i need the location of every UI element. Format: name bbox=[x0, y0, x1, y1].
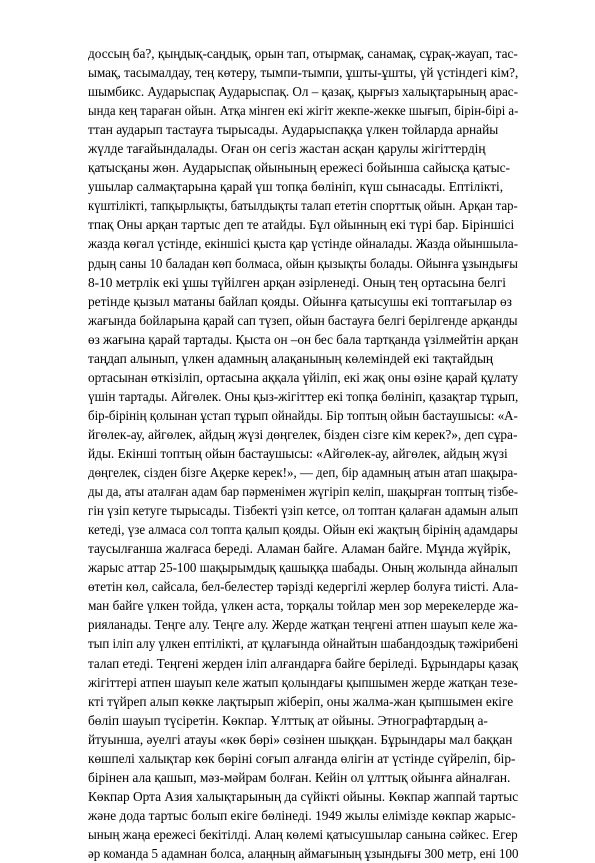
text-line: және дода тартыс болып екіге бөлінеді. 1949 жылы елімізде көкпар жарыс- bbox=[88, 807, 516, 823]
text-line: талап етеді. Теңгені жерден іліп алғандарға байге беріледі. Бұрындары қазақ bbox=[88, 655, 519, 671]
text-line: ортасынан өткізіліп, ортасына аққала үйіліп, екі жақ оны өзіне қарай құлату bbox=[88, 369, 519, 385]
body-text bbox=[88, 44, 518, 863]
text-line: ды да, аты аталған адам бар пәрменімен жүгіріп келіп, шақырған топтың тізбе- bbox=[88, 484, 519, 500]
text-line: таңдап алынып, үлкен адамның алақанының көлеміндей екі тақтайдың bbox=[88, 350, 494, 366]
text-line: ында кең тараған ойын. Атқа мінген екі жігіт жекпе-жекке шығып, бірін-бірі а- bbox=[88, 103, 519, 119]
text-line: көшпелі халықтар көк бөріні соғып алғанда өлігін ат үстінде сүйреліп, бір- bbox=[88, 750, 516, 766]
text-line: күштілікті, тапқырлықты, батылдықты талап ететін спорттық ойын. Арқан тар- bbox=[88, 198, 518, 214]
text-line: таусылғанша жалғаса береді. Аламан байге. Аламан байге. Мұнда жүйрік, bbox=[88, 541, 511, 557]
text-line: өтетін көл, сайсала, бел-белестер тәрізді кедергілі жерлер болуға тиісті. Ала- bbox=[88, 579, 519, 595]
text-line: шымбикс. Аударыспақ Аударыспақ. Ол – қазақ, қырғыз халықтарының арас- bbox=[88, 84, 519, 100]
text-line: әр команда 5 адамнан болса, алаңның аймағының ұзындығы 300 метр, ені 100 bbox=[88, 845, 519, 861]
text-line: ушылар салмақтарына қарай үш топқа бөлініп, күш сынасады. Ептілікті, bbox=[88, 179, 504, 195]
text-line: бір-бірінің қолынан ұстап тұрып ойнайды. Бір топтың ойын бастаушысы: «А- bbox=[88, 407, 518, 423]
text-line: жігіттері атпен шауып келе жатып қолындағы қыпшымен жерде жатқан тезе- bbox=[88, 674, 518, 690]
text-line: ттан аударып тастауға тырысады. Аударыспаққа үлкен тойларда арнайы bbox=[88, 122, 499, 138]
text-line: Көкпар Орта Азия халықтарының да сүйікті ойыны. Көкпар жаппай тартыс bbox=[88, 788, 519, 804]
text-line: йтуынша, әуелгі атауы «көк бөрі» сөзінен шыққан. Бұрындары мал баққан bbox=[88, 731, 513, 747]
text-line: үшін тартады. Айгөлек. Оны қыз-жігіттер екі топқа бөлініп, қазақтар тұрып, bbox=[88, 388, 519, 404]
text-line: ымақ, тасымалдау, тең көтеру, тымпи-тымпи, ұшты-ұшты, үй үстіндегі кім?, bbox=[88, 65, 519, 81]
text-line: рдың саны 10 баладан көп болмаса, ойын қызықты болады. Ойынға ұзындығы bbox=[88, 255, 518, 271]
text-line: тып іліп алу үлкен ептілікті, ат құлағында ойнайтын шабандоздық тәжірибені bbox=[88, 636, 519, 652]
text-line: қатысқаны жөн. Аударыспақ ойынының ережесі бойынша сайысқа қатыс- bbox=[88, 160, 510, 176]
text-line: тпақ Оны арқан тартыс деп те атайды. Бұл ойынның екі түрі бар. Біріншісі bbox=[88, 217, 515, 233]
text-line: дөңгелек, сізден бізге Ақерке керек!», — деп, бір адамның атын атап шақыра- bbox=[88, 465, 518, 481]
text-line: кті түйреп алып көкке лақтырып жіберіп, оны жалма-жан қыпшымен екіге bbox=[88, 693, 514, 709]
text-line: кетеді, үзе алмаса сол топта қалып қояды. Ойын екі жақтың бірінің адамдары bbox=[88, 522, 518, 538]
text-line: доссың ба?, қыңдық-саңдық, орын тап, отырмақ, санамақ, сұрақ-жауап, тас- bbox=[88, 46, 518, 61]
text-line: жүлде тағайындалады. Оған он сегіз жастан асқан қарулы жігіттердің bbox=[88, 141, 486, 157]
text-line: йгөлек-ау, айгөлек, айдың жүзі дөңгелек, бізден сізге кім керек?», деп сұра- bbox=[88, 426, 518, 442]
text-line: ының жаңа ережесі бекітілді. Алаң көлемі қатысушылар санына сәйкес. Егер bbox=[88, 826, 518, 842]
text-line: жағында бойларына қарай сап түзеп, ойын бастауға белгі берілгенде арқанды bbox=[88, 312, 518, 328]
text-line: жарыс аттар 25-100 шақырымдық қашыққа шабады. Оның жолында айналып bbox=[88, 560, 518, 576]
text-line: ретінде қызыл матаны байлап қояды. Ойынға қатысушы екі топтағылар өз bbox=[88, 293, 512, 309]
text-line: өз жағына қарай тартады. Қыста он –он бес бала тартқанда үзілмейтін арқан bbox=[88, 331, 519, 347]
text-line: йды. Екінші топтың ойын бастаушысы: «Айгөлек-ау, айгөлек, айдың жүзі bbox=[88, 445, 508, 461]
text-line: бірінен ала қашып, мәз-мәйрам болған. Кейін ол ұлттық ойынға айналған. bbox=[88, 769, 511, 785]
text-line: бөліп шауып түсіретін. Көкпар. Ұлттық ат ойыны. Этнографтардың а- bbox=[88, 712, 488, 728]
text-line: рияланады. Теңге алу. Теңге алу. Жерде жатқан теңгені атпен шауып келе жа- bbox=[88, 617, 518, 633]
text-line: 8-10 метрлік екі ұшы түйілген арқан әзірленеді. Оның тең ортасына белгі bbox=[88, 274, 506, 290]
text-line: ман байге үлкен тойда, үлкен аста, торқалы тойлар мен зор мерекелерде жа- bbox=[88, 598, 519, 614]
text-line: гін үзіп кетуге тырысады. Тізбекті үзіп кетсе, ол топтан қалаған адамын алып bbox=[88, 503, 519, 519]
text-line: жазда көгал үстінде, екіншісі қыста қар үстінде ойналады. Жазда ойыншыла- bbox=[88, 236, 519, 252]
